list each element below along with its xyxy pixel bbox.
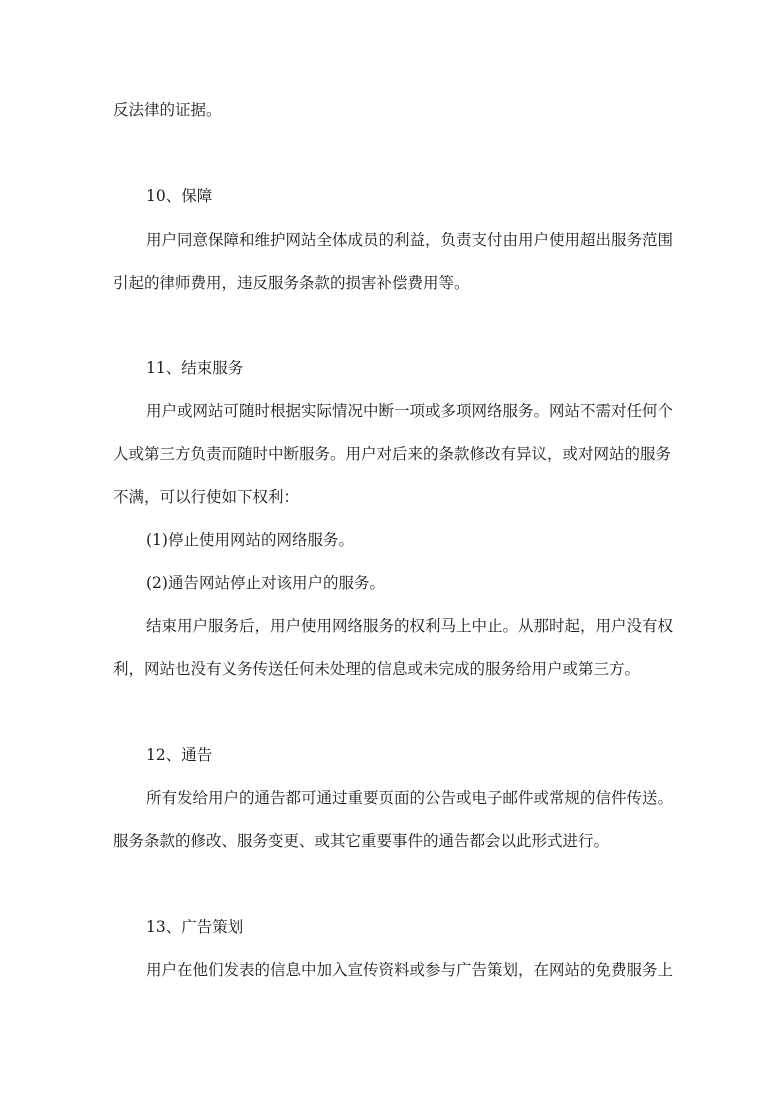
paragraph-line: 引起的律师费用，违反服务条款的损害补偿费用等。 — [113, 274, 470, 292]
paragraph-line: 所有发给用户的通告都可通过重要页面的公告或电子邮件或常规的信件传送。 — [146, 789, 674, 807]
section-heading-12: 12、通告 — [146, 746, 213, 764]
paragraph-line: 用户或网站可随时根据实际情况中断一项或多项网络服务。网站不需对任何个 — [146, 402, 674, 420]
paragraph-line: 反法律的证据。 — [113, 101, 222, 119]
list-item: (1)停止使用网站的网络服务。 — [146, 531, 354, 549]
paragraph-line: 不满，可以行使如下权利： — [113, 488, 300, 506]
section-heading-10: 10、保障 — [146, 187, 213, 205]
list-item: (2)通告网站停止对该用户的服务。 — [146, 574, 385, 592]
paragraph-line: 结束用户服务后，用户使用网络服务的权利马上中止。从那时起，用户没有权 — [146, 617, 674, 635]
paragraph-line: 用户在他们发表的信息中加入宣传资料或参与广告策划，在网站的免费服务上 — [146, 961, 674, 979]
section-heading-13: 13、广告策划 — [146, 918, 244, 936]
paragraph-line: 用户同意保障和维护网站全体成员的利益，负责支付由用户使用超出服务范围 — [146, 231, 674, 249]
paragraph-line: 服务条款的修改、服务变更、或其它重要事件的通告都会以此形式进行。 — [113, 832, 610, 850]
paragraph-line: 利，网站也没有义务传送任何未处理的信息或未完成的服务给用户或第三方。 — [113, 660, 641, 678]
paragraph-line: 人或第三方负责而随时中断服务。用户对后来的条款修改有异议，或对网站的服务 — [113, 445, 672, 463]
section-heading-11: 11、结束服务 — [146, 359, 244, 377]
